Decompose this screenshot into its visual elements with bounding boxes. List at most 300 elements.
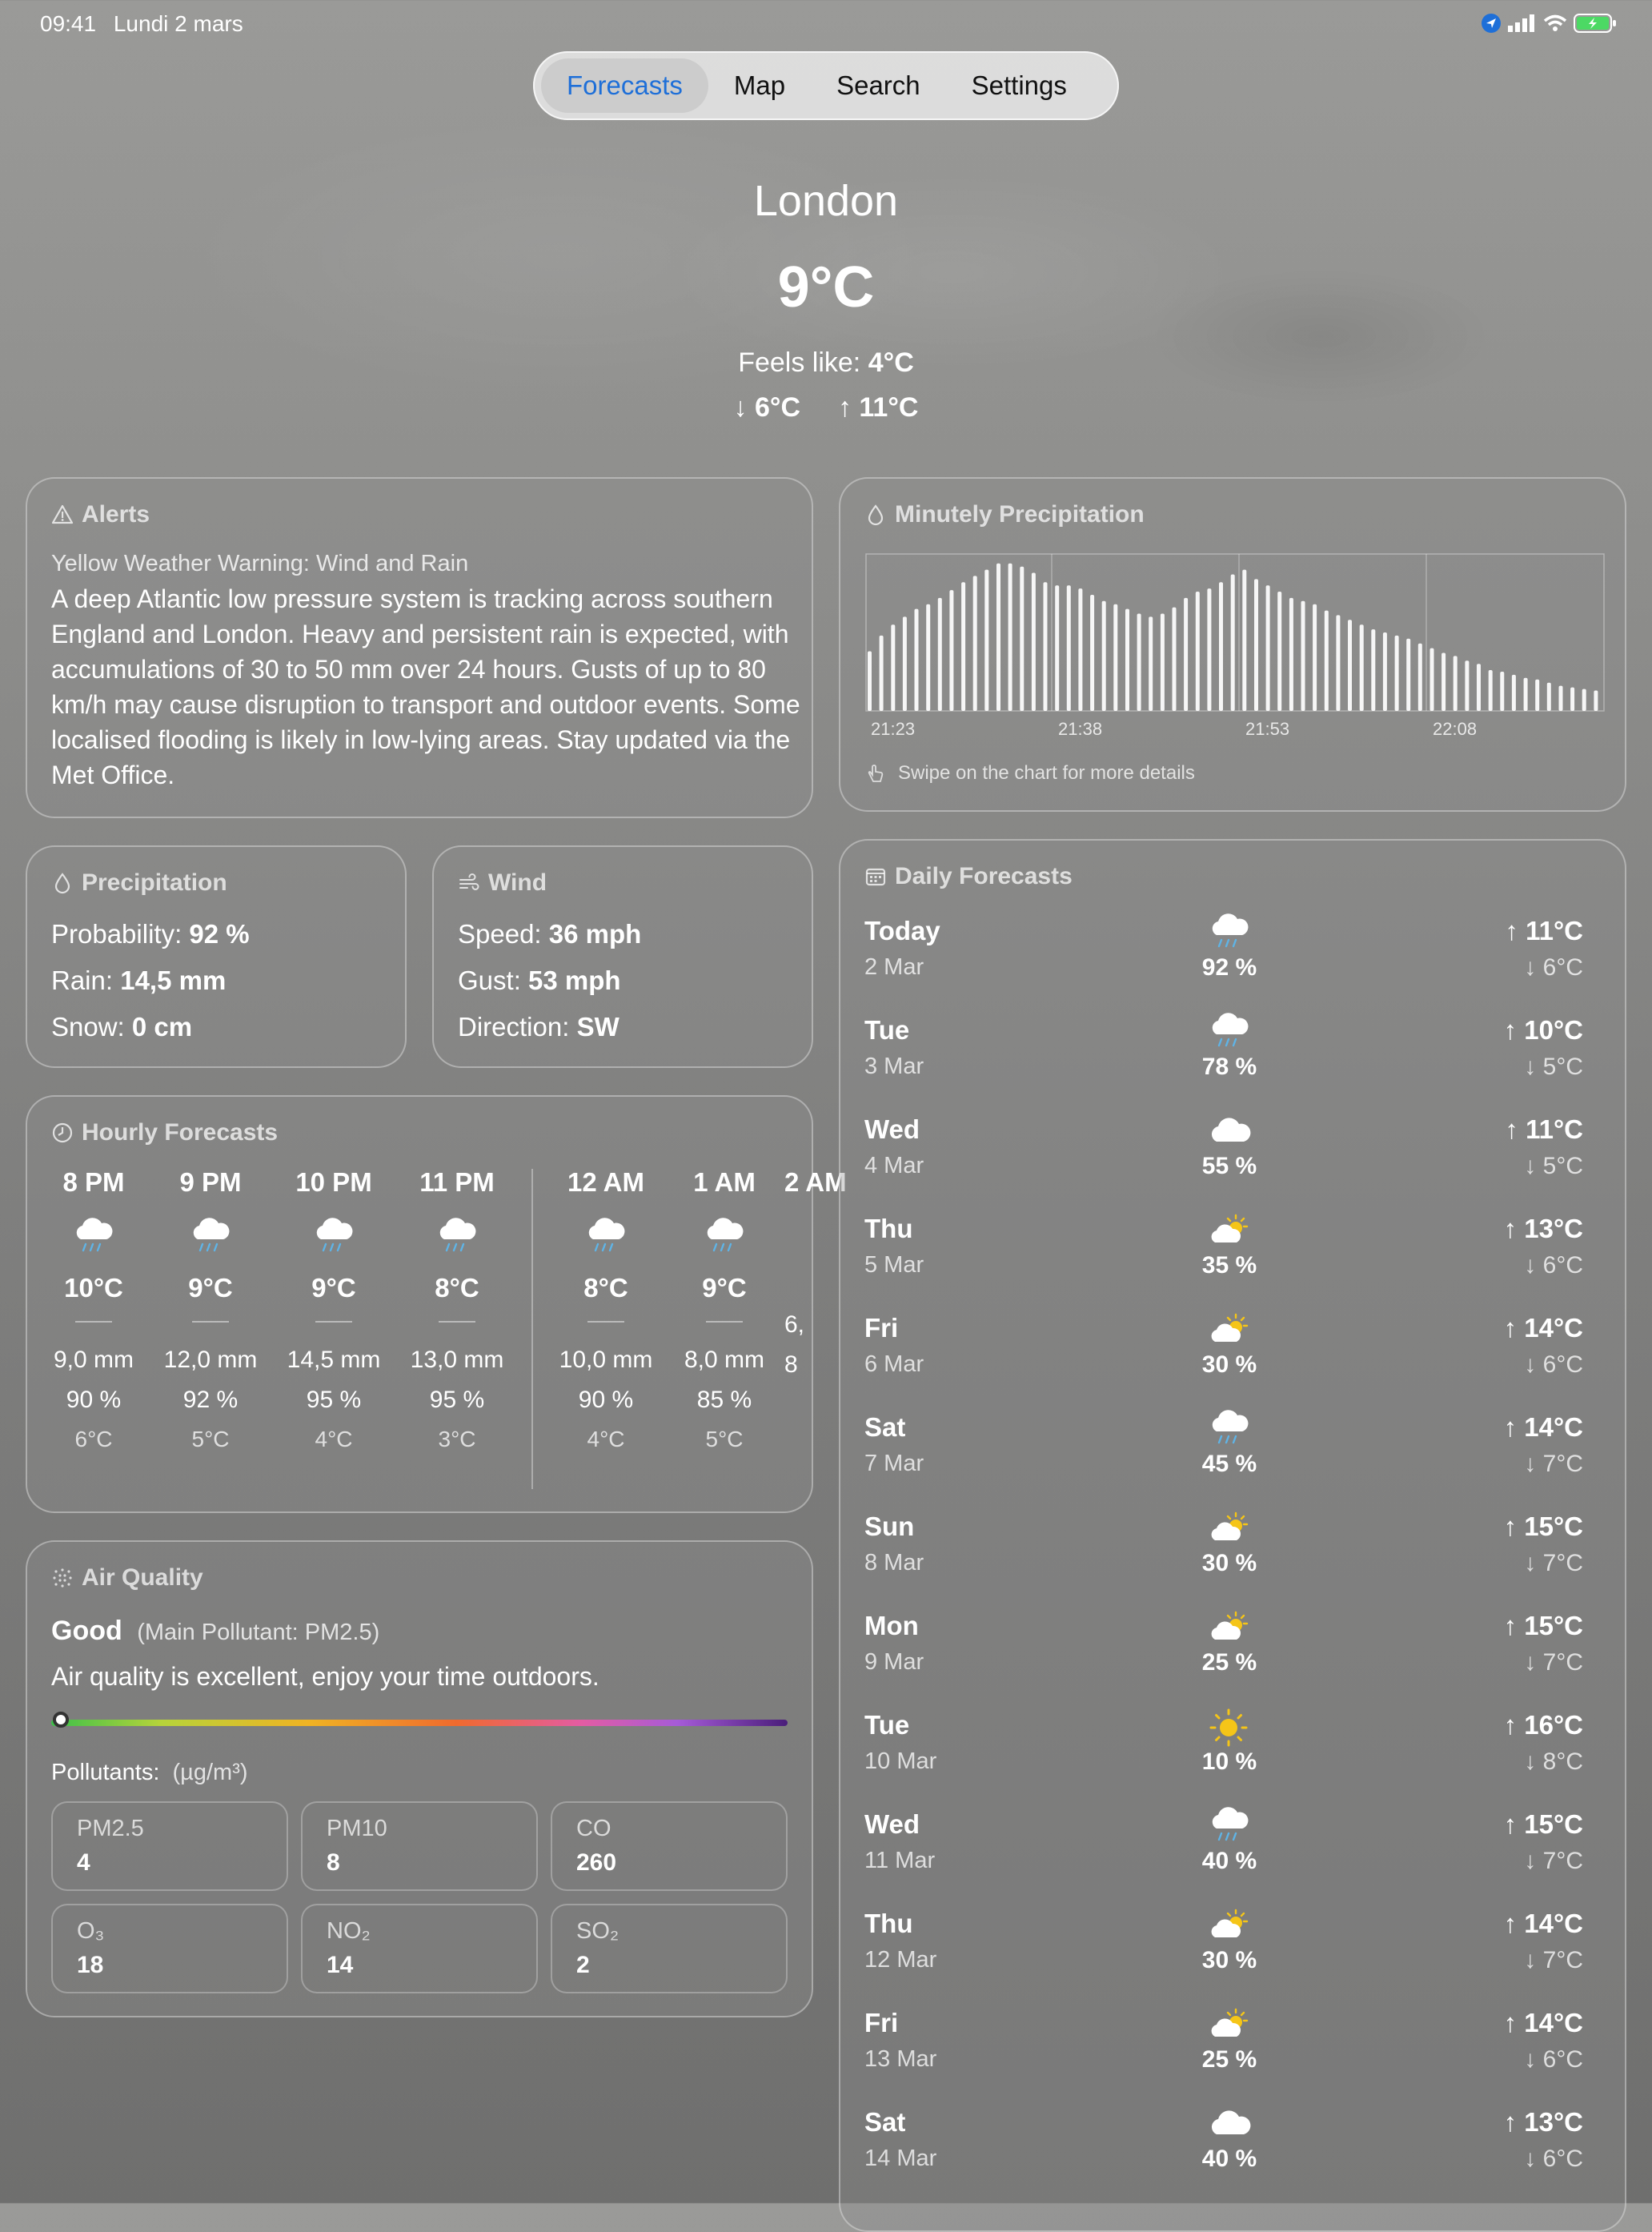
minutely-precipitation-card[interactable] — [839, 477, 1626, 812]
arrow-up-icon: ↑ — [1503, 1214, 1525, 1243]
precip-bar — [915, 609, 919, 711]
pollutant-tile-pm25[interactable] — [51, 1801, 288, 1891]
partly-sunny-icon — [1201, 1209, 1257, 1254]
hour-probability: 90 % — [66, 1387, 122, 1413]
wind-icon — [458, 872, 480, 894]
precip-bar — [1313, 604, 1317, 711]
day-date: 2 Mar — [864, 954, 924, 980]
precip-bar — [880, 636, 884, 711]
hour-item[interactable] — [546, 1167, 666, 1452]
day-high-value: 14°C — [1524, 1313, 1583, 1343]
divider — [192, 1321, 229, 1323]
arrow-down-icon: ↓ — [1524, 1451, 1543, 1477]
hour-rain: 8,0 mm — [684, 1347, 765, 1373]
minutely-title: Minutely Precipitation — [895, 501, 1145, 528]
tab-forecasts[interactable]: Forecasts — [541, 58, 708, 113]
arrow-down-icon: ↓ — [1524, 1848, 1543, 1874]
air-quality-rating-row — [51, 1616, 379, 1647]
air-quality-title: Air Quality — [82, 1564, 203, 1591]
precip-bar — [1266, 585, 1270, 711]
day-low — [1524, 1649, 1583, 1676]
chart-tick-label: 21:23 — [871, 719, 916, 739]
alerts-title: Alerts — [82, 501, 150, 528]
day-low — [1524, 1550, 1583, 1577]
hour-dewpoint: 4°C — [315, 1427, 353, 1451]
tab-bar — [533, 51, 1119, 120]
precip-snow-label: Snow: — [51, 1012, 125, 1042]
precip-bar — [1383, 632, 1387, 711]
hour-rain: 14,5 mm — [287, 1347, 381, 1373]
day-name: Sun — [864, 1511, 915, 1541]
partly-sunny-icon — [1201, 1904, 1257, 1949]
wind-speed — [458, 919, 641, 949]
arrow-up-icon: ↑ — [1503, 1909, 1525, 1938]
day-divider — [531, 1169, 533, 1489]
day-high-value: 15°C — [1524, 1809, 1583, 1839]
day-low-value: 6°C — [1542, 1351, 1583, 1378]
pollutant-tile-o3[interactable] — [51, 1904, 288, 1993]
arrow-down-icon: ↓ — [1524, 1947, 1543, 1973]
divider — [439, 1321, 475, 1323]
precip-bar — [1102, 601, 1106, 711]
precip-bar — [1231, 575, 1235, 712]
day-name: Thu — [864, 1214, 913, 1243]
hour-dewpoint: 3°C — [438, 1427, 476, 1451]
arrow-down-icon: ↓ — [1524, 2046, 1543, 2073]
day-date: 4 Mar — [864, 1153, 924, 1178]
pollutant-name: O₃ — [77, 1918, 105, 1944]
day-low-value: 6°C — [1542, 2046, 1583, 2073]
daily-row[interactable] — [839, 1909, 1620, 2008]
hour-label: 9 PM — [179, 1167, 242, 1197]
precip-bar — [903, 616, 907, 711]
precip-bar — [1055, 585, 1059, 711]
precip-rain-label: Rain: — [51, 965, 114, 995]
day-precip-probability: 40 % — [1201, 2146, 1257, 2172]
day-high — [1504, 1313, 1583, 1343]
daily-row[interactable] — [839, 1015, 1620, 1114]
precip-bar — [1418, 644, 1422, 711]
precip-probability-value: 92 % — [189, 919, 250, 949]
precip-bar — [1477, 664, 1481, 711]
hour-item[interactable] — [274, 1167, 394, 1452]
day-low-value: 6°C — [1542, 1252, 1583, 1279]
precip-bar — [1125, 609, 1129, 711]
pollutants-label: Pollutants: — [51, 1760, 160, 1785]
precip-bar — [1090, 595, 1094, 711]
daily-row[interactable] — [839, 1809, 1620, 1909]
day-high — [1504, 2107, 1583, 2138]
day-low-value: 5°C — [1542, 1153, 1583, 1179]
day-precip-probability: 25 % — [1201, 2046, 1257, 2073]
arrow-down-icon: ↓ — [1524, 2146, 1543, 2172]
temperature-range — [0, 392, 1652, 424]
precip-snow-value: 0 cm — [131, 1012, 193, 1042]
hourly-forecasts-card[interactable] — [26, 1095, 847, 1513]
day-low — [1524, 1054, 1583, 1081]
hour-rain: 9,0 mm — [53, 1347, 134, 1373]
precip-bar — [1184, 598, 1188, 711]
feels-like-label: Feels like: — [738, 347, 861, 378]
day-high-value: 14°C — [1524, 2008, 1583, 2037]
hour-probability: 92 % — [182, 1387, 239, 1413]
hour-rain: 10,0 mm — [559, 1347, 653, 1373]
day-high-value: 15°C — [1524, 1611, 1583, 1640]
precipitation-title: Precipitation — [82, 869, 227, 896]
pollutant-name: NO₂ — [327, 1918, 371, 1944]
hour-rain: 6, — [784, 1311, 805, 1338]
partly-sunny-icon — [1201, 2003, 1257, 2048]
day-high-value: 11°C — [1526, 1114, 1583, 1144]
precip-bar — [1582, 689, 1586, 711]
air-dots-icon — [51, 1567, 74, 1589]
day-low — [1524, 1748, 1583, 1776]
air-quality-card[interactable] — [26, 1540, 813, 2017]
precip-bar — [1067, 585, 1071, 711]
day-low-value: 6°C — [1542, 2146, 1583, 2172]
day-date: 10 Mar — [864, 1748, 937, 1774]
day-high — [1504, 1710, 1583, 1740]
day-name: Tue — [864, 1710, 910, 1740]
precip-bar — [1489, 670, 1493, 711]
arrow-down-icon: ↓ — [1524, 954, 1543, 981]
hour-label: 2 AM — [784, 1167, 847, 1197]
day-low-value: 6°C — [1542, 954, 1583, 981]
daily-row[interactable] — [839, 1511, 1620, 1611]
precip-bar — [1430, 648, 1434, 711]
status-icons — [1481, 13, 1617, 34]
divider — [706, 1321, 743, 1323]
precip-bar — [1044, 582, 1048, 711]
warning-triangle-icon — [51, 504, 74, 526]
precip-bar — [1289, 598, 1293, 711]
rain-cloud-icon — [664, 1212, 784, 1268]
high-temp: 11°C — [859, 392, 919, 423]
battery-icon — [1574, 14, 1617, 33]
hour-probability: 95 % — [306, 1387, 362, 1413]
pollutant-tile-so2[interactable] — [551, 1904, 788, 1993]
divider — [315, 1321, 352, 1323]
day-low — [1524, 1252, 1583, 1279]
precip-bar — [949, 590, 953, 711]
day-low — [1524, 1351, 1583, 1379]
day-low-value: 7°C — [1542, 1451, 1583, 1477]
daily-row[interactable] — [839, 916, 1620, 1015]
wifi-icon — [1543, 14, 1567, 32]
precip-bar — [1594, 691, 1598, 712]
divider — [587, 1321, 624, 1323]
hour-item[interactable] — [150, 1167, 271, 1452]
day-low — [1524, 1451, 1583, 1478]
day-name: Fri — [864, 2008, 899, 2037]
main-pollutant: (Main Pollutant: PM2.5) — [137, 1620, 380, 1645]
precip-bar — [1301, 601, 1305, 711]
swipe-hint — [864, 762, 1195, 785]
daily-row[interactable] — [839, 1412, 1620, 1511]
tab-settings[interactable]: Settings — [971, 70, 1067, 100]
precip-bar — [1078, 588, 1082, 711]
precip-bar — [1173, 608, 1177, 711]
day-high — [1504, 1412, 1583, 1443]
day-high — [1504, 1809, 1583, 1840]
day-date: 13 Mar — [864, 2046, 937, 2072]
day-low-value: 8°C — [1542, 1748, 1583, 1775]
precip-bar — [1395, 636, 1399, 711]
arrow-down-icon: ↓ — [1524, 1351, 1543, 1378]
day-name: Wed — [864, 1809, 920, 1839]
precip-bar — [1277, 592, 1281, 711]
day-low — [1524, 954, 1583, 982]
tab-search[interactable]: Search — [836, 70, 920, 100]
status-bar — [40, 11, 243, 37]
arrow-down-icon: ↓ — [1524, 1550, 1543, 1576]
day-precip-probability: 55 % — [1201, 1153, 1257, 1179]
precip-bar — [1500, 672, 1504, 711]
arrow-up-icon: ↑ — [1503, 1809, 1525, 1839]
wind-direction-value: SW — [576, 1012, 620, 1042]
day-high — [1504, 2008, 1583, 2038]
arrow-up-icon: ↑ — [1503, 1710, 1525, 1740]
day-high-value: 13°C — [1524, 1214, 1583, 1243]
day-date: 12 Mar — [864, 1947, 937, 1973]
arrow-down-icon: ↓ — [1524, 1054, 1543, 1080]
daily-row[interactable] — [839, 1611, 1620, 1710]
arrow-up-icon: ↑ — [1503, 1015, 1525, 1045]
day-date: 5 Mar — [864, 1252, 924, 1278]
precip-bar — [973, 576, 977, 711]
wind-card[interactable] — [432, 845, 813, 1068]
pollutants-header — [51, 1760, 248, 1786]
day-high — [1504, 1511, 1583, 1542]
day-date: 8 Mar — [864, 1550, 924, 1576]
day-date: 3 Mar — [864, 1054, 924, 1079]
precip-bar — [1454, 656, 1458, 711]
air-quality-rating: Good — [51, 1616, 122, 1646]
arrow-up-icon: ↑ — [1503, 1412, 1525, 1442]
clock-icon — [51, 1122, 74, 1144]
precip-bar — [868, 652, 872, 712]
precip-bar — [1524, 678, 1528, 711]
wind-direction — [458, 1012, 620, 1042]
day-high-value: 10°C — [1524, 1015, 1583, 1045]
hour-label: 10 PM — [295, 1167, 372, 1197]
precip-rain — [51, 965, 226, 996]
precip-bar — [1219, 582, 1223, 711]
day-low-value: 7°C — [1542, 1550, 1583, 1576]
day-low-value: 7°C — [1542, 1947, 1583, 1973]
precip-bar — [1196, 592, 1200, 711]
hour-dewpoint: 5°C — [705, 1427, 744, 1451]
hour-temp: 9°C — [311, 1273, 356, 1303]
alerts-card[interactable] — [26, 477, 813, 818]
daily-row[interactable] — [839, 1313, 1620, 1412]
hour-probability: 90 % — [578, 1387, 634, 1413]
raindrop-icon — [864, 504, 887, 526]
precip-bar — [1242, 570, 1246, 711]
hour-dewpoint: 4°C — [587, 1427, 625, 1451]
city-name: London — [753, 177, 899, 225]
day-high-value: 14°C — [1524, 1412, 1583, 1442]
day-date: 14 Mar — [864, 2146, 937, 2171]
rain-cloud-icon — [397, 1212, 517, 1268]
aqi-indicator — [53, 1712, 69, 1728]
day-low — [1524, 1947, 1583, 1974]
cellular-signal-icon — [1508, 14, 1537, 32]
precip-bar — [1149, 616, 1153, 711]
pollutant-tile-pm10[interactable] — [301, 1801, 538, 1891]
rain-cloud-icon — [34, 1212, 154, 1268]
aqi-scale-bar — [51, 1720, 788, 1726]
daily-forecasts-card[interactable] — [839, 839, 1626, 2232]
pollutant-value: 260 — [576, 1849, 617, 1876]
precip-bar — [1113, 604, 1117, 711]
day-low-value: 7°C — [1542, 1848, 1583, 1874]
day-low — [1524, 2046, 1583, 2073]
arrow-up-icon: ↑ — [1503, 1511, 1525, 1541]
precip-bar — [1535, 680, 1539, 711]
wind-direction-label: Direction: — [458, 1012, 570, 1042]
precip-bar — [1371, 629, 1375, 711]
day-high-value: 13°C — [1524, 2107, 1583, 2137]
pollutant-name: CO — [576, 1816, 611, 1841]
day-high — [1505, 1114, 1583, 1145]
daily-row[interactable] — [839, 2107, 1620, 2206]
hour-item[interactable] — [664, 1167, 784, 1452]
arrow-down-icon: ↓ — [1524, 1649, 1543, 1676]
status-time: 09:41 — [40, 11, 97, 36]
precip-bar — [961, 582, 965, 711]
day-low-value: 7°C — [1542, 1649, 1583, 1676]
day-precip-probability: 30 % — [1201, 1351, 1257, 1378]
day-low — [1524, 1848, 1583, 1875]
hour-item[interactable] — [34, 1167, 154, 1452]
precip-bar — [1137, 614, 1141, 712]
pollutant-value: 4 — [77, 1849, 90, 1876]
arrow-up-icon: ↑ — [1503, 2008, 1525, 2037]
hour-temp: 8°C — [435, 1273, 479, 1303]
hour-item[interactable] — [397, 1167, 517, 1452]
chart-tick-label: 21:53 — [1245, 719, 1290, 739]
wind-gust — [458, 965, 621, 996]
sun-icon — [1201, 1705, 1257, 1750]
day-high-value: 16°C — [1524, 1710, 1583, 1740]
location-icon — [1481, 13, 1502, 34]
chart-tick-label: 21:38 — [1058, 719, 1103, 739]
precip-bar — [938, 598, 942, 711]
arrow-down-icon: ↓ — [1524, 1748, 1543, 1775]
pollutant-value: 2 — [576, 1952, 590, 1978]
precip-snow — [51, 1012, 192, 1042]
day-high — [1505, 916, 1583, 946]
day-date: 9 Mar — [864, 1649, 924, 1675]
divider — [75, 1321, 112, 1323]
precip-bar — [996, 564, 1000, 711]
current-temperature: 9°C — [777, 255, 875, 319]
hour-dewpoint: 5°C — [191, 1427, 230, 1451]
arrow-down-icon: ↓ — [1524, 1153, 1543, 1179]
day-date: 6 Mar — [864, 1351, 924, 1377]
day-name: Tue — [864, 1015, 910, 1045]
feels-like-value: 4°C — [868, 347, 914, 378]
precip-rain-value: 14,5 mm — [120, 965, 227, 995]
day-high — [1504, 1909, 1583, 1939]
pollutants-unit: (µg/m³) — [172, 1760, 248, 1785]
day-name: Fri — [864, 1313, 899, 1343]
precip-bar — [1348, 620, 1352, 711]
alert-subtitle: Yellow Weather Warning: Wind and Rain — [51, 551, 469, 576]
calendar-icon — [864, 865, 887, 888]
daily-row[interactable] — [839, 1214, 1620, 1313]
rain-cloud-icon — [546, 1212, 666, 1268]
day-precip-probability: 30 % — [1201, 1550, 1257, 1576]
precipitation-card[interactable] — [26, 845, 407, 1068]
day-high — [1504, 1214, 1583, 1244]
hour-label: 11 PM — [419, 1167, 495, 1197]
precip-bar — [1547, 683, 1551, 711]
precip-bar — [1570, 688, 1574, 711]
day-precip-probability: 30 % — [1201, 1947, 1257, 1973]
swipe-hint-text: Swipe on the chart for more details — [898, 762, 1195, 784]
hour-probability: 95 % — [429, 1387, 485, 1413]
hour-temp: 9°C — [188, 1273, 233, 1303]
hour-dewpoint: 6°C — [74, 1427, 113, 1451]
precip-bar — [1360, 624, 1364, 711]
precip-bar — [984, 570, 988, 711]
day-low — [1524, 2146, 1583, 2173]
partly-sunny-icon — [1201, 1507, 1257, 1552]
wind-gust-value: 53 mph — [528, 965, 621, 995]
hourly-title: Hourly Forecasts — [82, 1119, 279, 1146]
pollutant-value: 18 — [77, 1952, 104, 1978]
day-date: 7 Mar — [864, 1451, 924, 1476]
precip-probability — [51, 919, 250, 949]
air-quality-message: Air quality is excellent, enjoy your time outdoors. — [51, 1662, 599, 1691]
day-precip-probability: 78 % — [1201, 1054, 1257, 1080]
arrow-up-icon: ↑ — [1505, 916, 1526, 945]
precip-bar — [1465, 660, 1469, 711]
arrow-up-icon: ↑ — [1505, 1114, 1526, 1144]
day-low — [1524, 1153, 1583, 1180]
cloud-icon — [1201, 1110, 1257, 1154]
hour-label: 8 PM — [62, 1167, 125, 1197]
day-high-value: 15°C — [1524, 1511, 1583, 1541]
tab-map[interactable]: Map — [733, 70, 786, 100]
precip-bar — [1008, 564, 1012, 711]
arrow-down-icon: ↓ — [733, 392, 748, 423]
pollutant-tile-co[interactable] — [551, 1801, 788, 1891]
partly-sunny-icon — [1201, 1606, 1257, 1651]
precip-bar — [1512, 675, 1516, 711]
daily-row[interactable] — [839, 1710, 1620, 1809]
arrow-up-icon: ↑ — [1503, 1313, 1525, 1343]
minutely-chart[interactable] — [863, 549, 1607, 749]
rain-icon — [1201, 911, 1257, 956]
hour-rain: 13,0 mm — [410, 1347, 504, 1373]
day-name: Sat — [864, 1412, 906, 1442]
daily-row[interactable] — [839, 2008, 1620, 2107]
precip-bar — [1559, 686, 1563, 711]
day-precip-probability: 92 % — [1201, 954, 1257, 981]
pollutant-tile-no2[interactable] — [301, 1904, 538, 1993]
daily-row[interactable] — [839, 1114, 1620, 1214]
day-precip-probability: 35 % — [1201, 1252, 1257, 1279]
day-high — [1504, 1611, 1583, 1641]
raindrop-icon — [51, 872, 74, 894]
pollutant-name: SO₂ — [576, 1918, 620, 1944]
rain-cloud-icon — [150, 1212, 271, 1268]
arrow-up-icon: ↑ — [1503, 2107, 1525, 2137]
precip-probability-label: Probability: — [51, 919, 182, 949]
